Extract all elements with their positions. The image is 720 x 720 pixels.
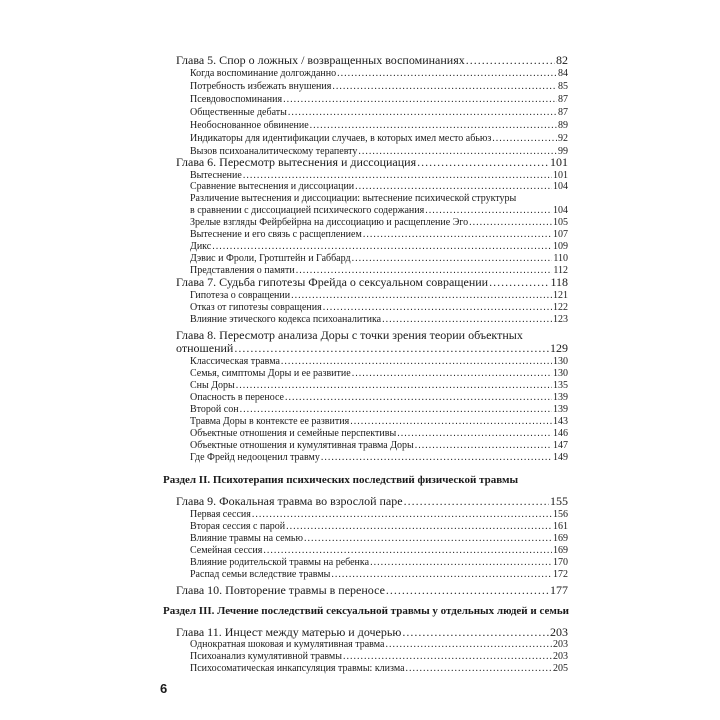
page-number: 89 xyxy=(558,120,568,131)
chapter-title-line1: Глава 8. Пересмотр анализа Доры с точки зрения теории объектных xyxy=(176,328,523,342)
page-number: 149 xyxy=(553,452,568,463)
leader-dots xyxy=(382,313,552,326)
toc-entry xyxy=(190,662,568,675)
entry-title: Вытеснение и его связь с расщеплением xyxy=(190,229,362,240)
page-number: 203 xyxy=(553,639,568,650)
entry-title: Представления о памяти xyxy=(190,265,295,276)
entry-title: Когда воспоминание долгожданно xyxy=(190,68,337,79)
page-number: 139 xyxy=(553,404,568,415)
page-number: 107 xyxy=(553,229,568,240)
chapter-title: Глава 7. Судьба гипотезы Фрейда о сексуальном совращении xyxy=(176,275,489,289)
leader-dots xyxy=(489,276,549,289)
page-number: 169 xyxy=(553,545,568,556)
entry-title: Семейная сессия xyxy=(190,545,263,556)
page-number: 105 xyxy=(553,217,568,228)
page-number: 121 xyxy=(553,290,568,301)
entry-title: Потребность избежать внушения xyxy=(190,81,332,92)
entry-title: Влияние этического кодекса психоаналитика xyxy=(190,314,382,325)
entry-title: Влияние травмы на семью xyxy=(190,533,303,544)
page-number: 172 xyxy=(553,569,568,580)
toc-entry xyxy=(190,568,568,581)
page-number: 82 xyxy=(556,53,568,67)
page-number: 129 xyxy=(550,341,568,355)
page-number: 169 xyxy=(553,533,568,544)
entry-title: Отказ от гипотезы совращения xyxy=(190,302,322,313)
page-number: 110 xyxy=(553,253,568,264)
entry-title: Индикаторы для идентификации случаев, в которых имел место абьюз xyxy=(190,133,492,144)
entry-title: Общественные дебаты xyxy=(190,107,287,118)
entry-title: Распад семьи вследствие травмы xyxy=(190,569,331,580)
page-number: 92 xyxy=(558,133,568,144)
toc-chapter-9 xyxy=(176,495,568,508)
page-number: 84 xyxy=(558,68,568,79)
chapter-title: Глава 11. Инцест между матерью и дочерью xyxy=(176,625,402,639)
entry-title: Первая сессия xyxy=(190,509,251,520)
page-number: 118 xyxy=(550,275,568,289)
leader-dots xyxy=(321,451,552,464)
page-number: 147 xyxy=(553,440,568,451)
entry-title: Гипотеза о совращении xyxy=(190,290,291,301)
page-number: 177 xyxy=(550,583,568,597)
chapter-title: Глава 9. Фокальная травма во взрослой паре xyxy=(176,494,403,508)
page-number: 155 xyxy=(550,494,568,508)
entry-title: Классическая травма xyxy=(190,356,280,367)
page-number: 101 xyxy=(550,155,568,169)
leader-dots xyxy=(492,132,557,145)
page-number: 101 xyxy=(553,170,568,181)
entry-title: Второй сон xyxy=(190,404,239,415)
entry-title: Сравнение вытеснения и диссоциации xyxy=(190,181,355,192)
entry-title: Объектные отношения и семейные перспективы xyxy=(190,428,397,439)
chapter-title: отношений xyxy=(176,341,234,355)
page-number: 130 xyxy=(553,368,568,379)
toc-chapter-5 xyxy=(176,54,568,67)
leader-dots xyxy=(310,119,557,132)
leader-dots xyxy=(288,106,557,119)
toc-entry xyxy=(190,106,568,119)
entry-title: Вытеснение xyxy=(190,170,242,181)
page-number: 205 xyxy=(553,663,568,674)
entry-title: Психосоматическая инкапсуляция травмы: клизма xyxy=(190,663,405,674)
page-number: 104 xyxy=(553,205,568,216)
entry-title: Объектные отношения и кумулятивная травма Доры xyxy=(190,440,414,451)
entry-title: Где Фрейд недооценил травму xyxy=(190,452,320,463)
page-number: 161 xyxy=(553,521,568,532)
toc-chapter-10 xyxy=(176,584,568,597)
toc-entry xyxy=(190,93,568,106)
toc-entry xyxy=(190,451,568,464)
page-number: 146 xyxy=(553,428,568,439)
page-number: 87 xyxy=(558,107,568,118)
page-number: 203 xyxy=(550,625,568,639)
entry-title: Влияние родительской травмы на ребенка xyxy=(190,557,370,568)
page-number: 123 xyxy=(553,314,568,325)
toc-chapter-8 xyxy=(176,342,568,355)
entry-title: Однократная шоковая и кумулятивная травма xyxy=(190,639,385,650)
entry-title: Психоанализ кумулятивной травмы xyxy=(190,651,342,662)
page-number: 112 xyxy=(553,265,568,276)
entry-title: Травма Доры в контексте ее развития xyxy=(190,416,350,427)
page-number: 122 xyxy=(553,302,568,313)
chapter-title: Глава 5. Спор о ложных / возвращенных воспоминаниях xyxy=(176,53,465,67)
entry-title: Сны Доры xyxy=(190,380,235,391)
leader-dots xyxy=(417,156,549,169)
entry-title: Необоснованное обвинение xyxy=(190,120,309,131)
page-number: 104 xyxy=(553,181,568,192)
entry-title: Дикс xyxy=(190,241,212,252)
leader-dots xyxy=(331,568,552,581)
page-number: 203 xyxy=(553,651,568,662)
page-number: 87 xyxy=(558,94,568,105)
leader-dots xyxy=(337,67,557,80)
toc-entry xyxy=(190,80,568,93)
entry-title: Зрелые взгляды Фейрбейрна на диссоциацию и расщепление Эго xyxy=(190,217,469,228)
leader-dots xyxy=(332,80,557,93)
chapter-title: Глава 10. Повторение травмы в переносе xyxy=(176,583,385,597)
page-number: 135 xyxy=(553,380,568,391)
page-number-folio: 6 xyxy=(160,681,168,696)
toc-chapter-7 xyxy=(176,276,568,289)
entry-title: Вызов психоаналитическому терапевту xyxy=(190,146,358,157)
chapter-title: Глава 6. Пересмотр вытеснения и диссоциация xyxy=(176,155,417,169)
toc-entry xyxy=(190,119,568,132)
leader-dots xyxy=(234,342,549,355)
entry-title: Вторая сессия с парой xyxy=(190,521,286,532)
page-number: 109 xyxy=(553,241,568,252)
leader-dots xyxy=(406,662,552,675)
page-number: 130 xyxy=(553,356,568,367)
toc-entry xyxy=(190,313,568,326)
leader-dots xyxy=(386,584,549,597)
page-number: 139 xyxy=(553,392,568,403)
page-number: 85 xyxy=(558,81,568,92)
toc-entry xyxy=(190,132,568,145)
page-number: 99 xyxy=(558,146,568,157)
entry-title: Опасность в переносе xyxy=(190,392,284,403)
toc-chapter-6 xyxy=(176,156,568,169)
leader-dots xyxy=(283,93,557,106)
page-number: 170 xyxy=(553,557,568,568)
entry-title: Псевдовоспоминания xyxy=(190,94,283,105)
entry-title: в сравнении с диссоциацией психического содержания xyxy=(190,205,425,216)
entry-title: Семья, симптомы Доры и ее развитие xyxy=(190,368,351,379)
page-number: 156 xyxy=(553,509,568,520)
leader-dots xyxy=(466,54,555,67)
section-heading-2: Раздел II. Психотерапия психических последствий физической травмы xyxy=(163,474,519,486)
entry-title-line1: Различение вытеснения и диссоциации: вытеснение психической структуры xyxy=(190,193,517,204)
entry-title: Дэвис и Фроли, Гротштейн и Габбард xyxy=(190,253,351,264)
leader-dots xyxy=(404,495,549,508)
page-number: 143 xyxy=(553,416,568,427)
section-heading-3: Раздел III. Лечение последствий сексуальной травмы у отдельных людей и семьи xyxy=(163,605,570,617)
toc-entry xyxy=(190,67,568,80)
